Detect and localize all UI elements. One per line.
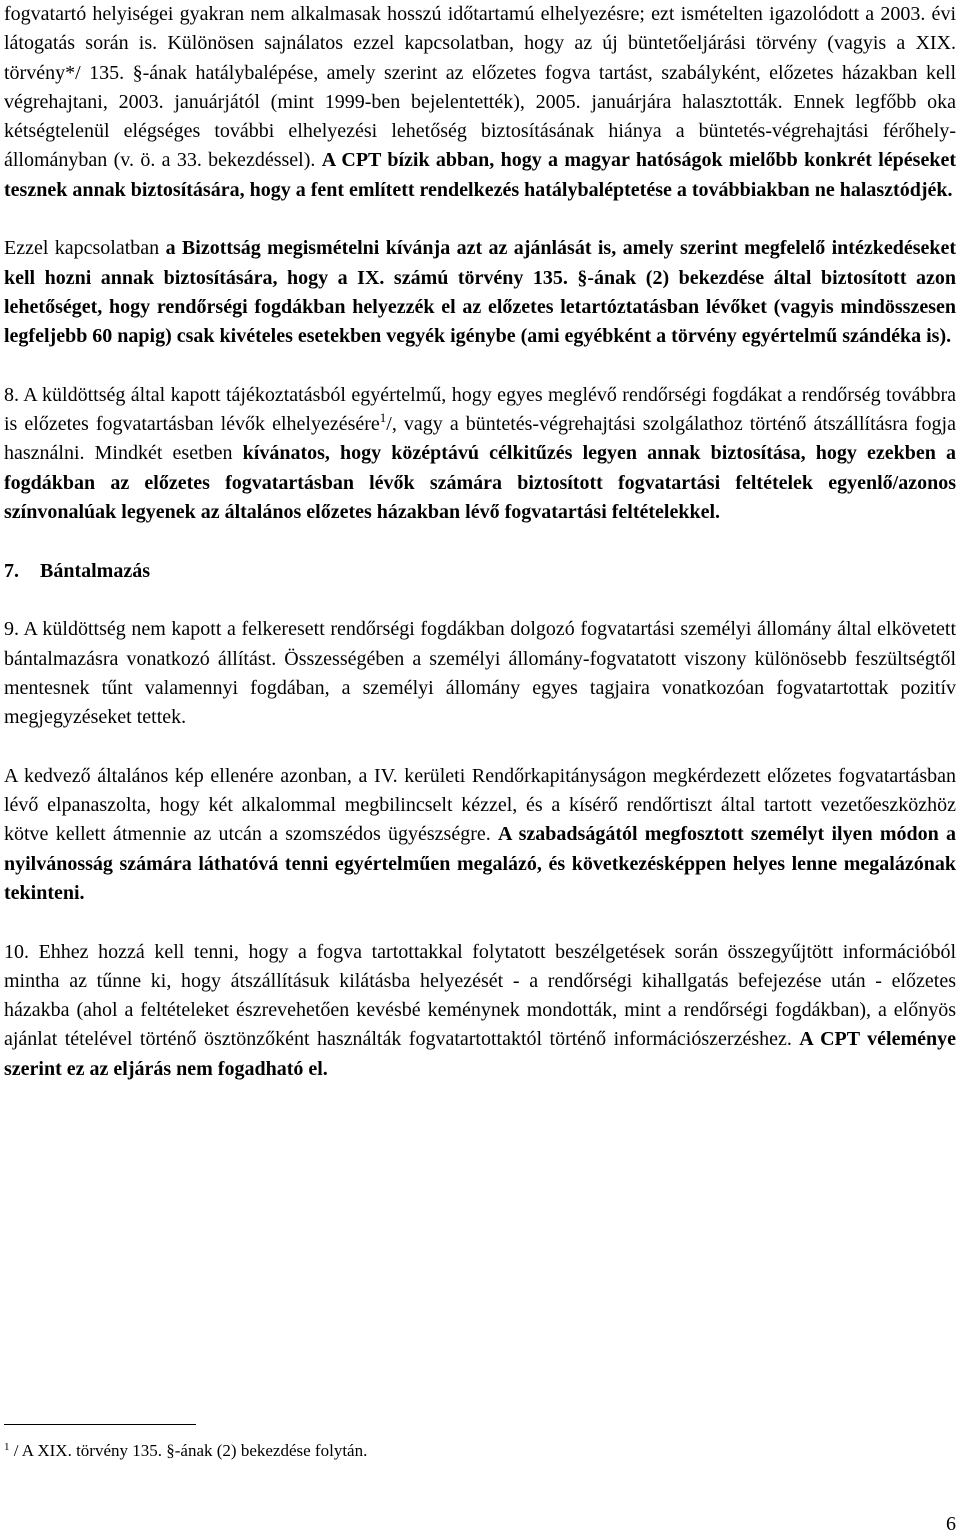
page-number: 6 bbox=[946, 1513, 956, 1535]
section-heading bbox=[4, 557, 956, 586]
footnote-reference[interactable]: 1 bbox=[379, 410, 387, 426]
paragraph-text: 8. A küldöttség által kapott tájékoztatásból egyértelmű, hogy egyes meglévő rendőrségi fogdákat a rendőrség továbbra is előzetes fogvatartásban lévők elhelyezésére bbox=[4, 383, 956, 436]
paragraph-committee-recommendation bbox=[4, 234, 956, 351]
paragraph-cpt-delay bbox=[4, 0, 956, 205]
section-number: 7. bbox=[4, 559, 19, 582]
paragraph-text: 9. A küldöttség nem kapott a felkeresett rendőrségi fogdákban dolgozó fogvatartási személyi állomány által elkövetett bántalmazásra vonatkozó állítást. Összességében a személyi állomány-fogvatatott viszony különösebb feszültségtől mentesnek tűnt valamennyi fogdában, a személyi állomány egyes tagjaira vonatkozóan fogvatartottak pozitív megjegyzéseket tettek. bbox=[4, 618, 956, 729]
paragraph-10 bbox=[4, 938, 956, 1084]
section-title: Bántalmazás bbox=[40, 559, 150, 582]
paragraph-text: fogvatartó helyiségei gyakran nem alkalmasak hosszú időtartamú elhelyezésre; ezt ismételten igazolódott a 2003. évi látogatás során is. Különösen sajnálatos ezzel kapcsolatban, hogy az új büntetőeljárási törvény (vagyis a XIX. törvény*/ 135. §-ának hatálybalépése, amely szerint az előzetes fogva tartást, szabályként, előzetes házakban kell végrehajtani, 2003. januárjától (mint 1999-ben bejelentették), 2005. januárjára halasztották. Ennek legfőbb oka kétségtelenül elégséges további elhelyezési lehetőség biztosításának hiánya a büntetés-végrehajtási férőhely-állományban (v. ö. a 33. bekezdéssel). bbox=[4, 3, 956, 172]
paragraph-bold-recommendation: A CPT véleménye szerint ez az eljárás nem fogadható el. bbox=[4, 1028, 956, 1080]
footnote-text: / A XIX. törvény 135. §-ának (2) bekezdése folytán. bbox=[9, 1441, 368, 1460]
paragraph-text: /, vagy a büntetés-végrehajtási szolgálathoz történő átszállításra fogja használni. Mindkét esetben bbox=[4, 413, 956, 465]
paragraph-text: 10. Ehhez hozzá kell tenni, hogy a fogva tartottakkal folytatott beszélgetések során összegyűjtött információból mintha az tűnne ki, hogy átszállításuk kilátásba helyezését - a rendőrségi kihallgatás befejezése után - előzetes házakba (ahol a feltételeket észrevehetően kevésbé keménynek mondották, mint a rendőrségi fogdákban), a előnyös ajánlat tételével történő ösztönzőként használták fogvatartottaktól történő információszerzéshez. bbox=[4, 940, 956, 1051]
paragraph-handcuff-complaint bbox=[4, 762, 956, 908]
paragraph-bold-recommendation: A CPT bízik abban, hogy a magyar hatóságok mielőbb konkrét lépéseket tesznek annak biztosítására, hogy a fent említett rendelkezés hatálybaléptetése a továbbiakban ne halasztódjék. bbox=[4, 149, 956, 201]
footnote-marker: 1 bbox=[4, 1441, 10, 1453]
document-page bbox=[4, 0, 956, 1084]
paragraph-9 bbox=[4, 615, 956, 732]
paragraph-bold-recommendation: a Bizottság megismételni kívánja azt az ajánlását is, amely szerint megfelelő intézkedéseket kell hozni annak biztosítására, hogy a IX. számú törvény 135. §-ának (2) bekezdése által biztosított azon lehetőséget, hogy rendőrségi fogdákban helyezzék el az előzetes letartóztatásban lévőket (vagyis mindösszesen legfeljebb 60 napig) csak kivételes esetekben vegyék igénybe (ami egyébként a törvény egyértelmű szándéka is). bbox=[4, 237, 957, 348]
paragraph-bold-recommendation: A szabadságától megfosztott személyt ilyen módon a nyilvánosság számára láthatóvá tenni egyértelműen megalázó, és következésképpen helyes lenne megalázónak tekinteni. bbox=[4, 823, 956, 904]
paragraph-text: Ezzel kapcsolatban bbox=[4, 237, 160, 260]
paragraph-text: A kedvező általános kép ellenére azonban, a IV. kerületi Rendőrkapitányságon megkérdezett előzetes fogvatartásban lévő elpanaszolta, hogy két alkalommal megbilincselt kézzel, és a kísérő rendőrtiszt által tartott vezetőeszközhöz kötve kellett átmennie az utcán a szomszédos ügyészségre. bbox=[4, 764, 956, 846]
footnote-divider bbox=[4, 1424, 196, 1425]
paragraph-8 bbox=[4, 381, 956, 527]
paragraph-bold-recommendation: kívánatos, hogy középtávú célkitűzés legyen annak biztosítása, hogy ezekben a fogdákban az előzetes fogvatartásban lévők számára biztosított fogvatartási feltételek egyenlő/azonos színvonalúak legyenek az általános előzetes házakban lévő fogvatartási feltételekkel. bbox=[4, 442, 956, 524]
footnote bbox=[4, 1440, 367, 1462]
